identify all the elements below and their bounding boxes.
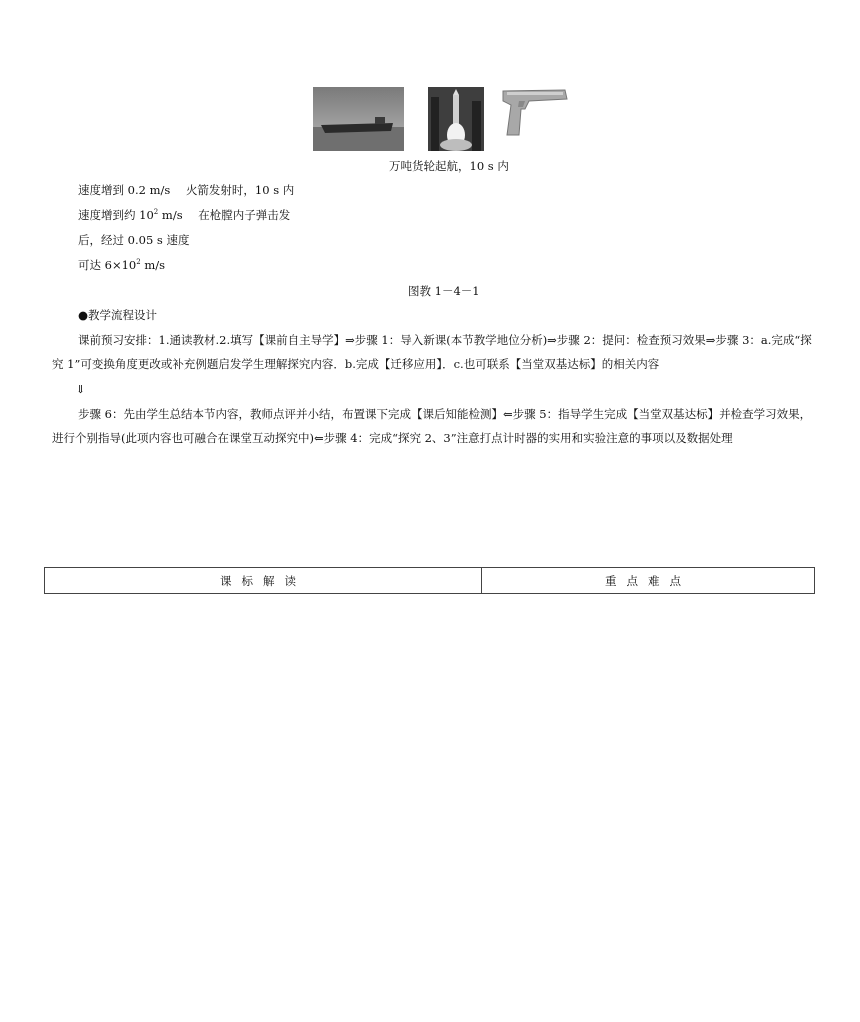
- figure-label: 图教 1－4－1: [408, 284, 480, 298]
- rocket-launch-image: [428, 87, 484, 151]
- superscript: 2: [136, 258, 141, 267]
- figure-text-a-tail: m/s: [140, 258, 166, 272]
- section-heading: ●教学流程设计: [78, 308, 158, 322]
- objectives-table: [44, 567, 815, 594]
- figure-text-a: 可达 6×10: [78, 258, 137, 272]
- figure-text-b: 在枪膛内子弹击发: [198, 208, 291, 222]
- flow-paragraph-2: 步骤 6：先由学生总结本节内容，教师点评并小结，布置课下完成【课后知能检测】⇐步骤 5：指导学生完成【当堂双基达标】并检查学习效果，进行个别指导(此项内容也可融合在课堂互动探究中)⇐步骤 4：完成“探究 2、3”注意打点计时器的实用和实验注意的事项以及数据处理: [52, 407, 812, 445]
- figure-text-line: [78, 208, 290, 222]
- table-header-standards: 课标解读: [45, 568, 482, 594]
- figure-text-line: [78, 258, 165, 272]
- figure-text-a-tail: m/s: [158, 208, 183, 222]
- superscript: 2: [153, 208, 159, 217]
- table-row: [45, 568, 815, 594]
- figure-text-line: [78, 233, 189, 247]
- cargo-ship-image: [313, 87, 404, 151]
- pistol-image: [499, 87, 569, 139]
- figure-caption-line: 万吨货轮起航，10 s 内: [389, 159, 509, 173]
- figure-text-line: [78, 183, 294, 197]
- flow-paragraph-1: 课前预习安排：1.通读教材.2.填写【课前自主导学】⇒步骤 1：导入新课(本节教学地位分析)⇒步骤 2：提问：检查预习效果⇒步骤 3：a.完成“探究 1”可变换角度更改或补充例题启发学生理解探究内容．b.完成【迁移应用】．c.也可联系【当堂双基达标】的相关内容: [52, 333, 812, 371]
- figure-text-a: 速度增到约 10: [78, 208, 154, 222]
- figure-text-b: 火箭发射时，10 s 内: [185, 183, 295, 197]
- figure-text-a: 速度增到 0.2 m/s: [78, 183, 171, 197]
- figure-text-a: 后，经过 0.05 s 速度: [78, 233, 190, 247]
- table-header-key-points: 重点难点: [482, 568, 815, 594]
- down-arrow: ⇓: [76, 383, 86, 396]
